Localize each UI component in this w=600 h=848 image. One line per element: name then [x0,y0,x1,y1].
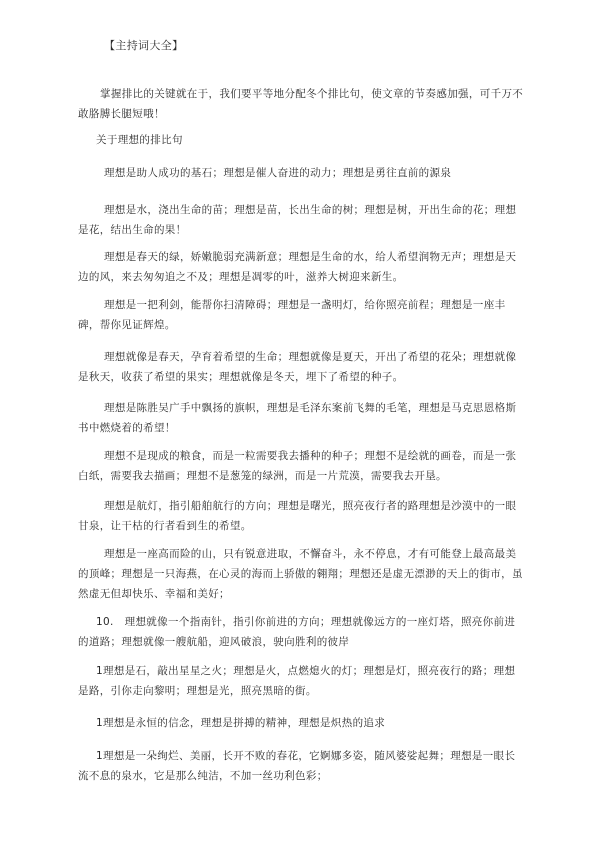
paragraph: 1理想是石，敲出星星之火；理想是火，点燃熄火的灯；理想是灯，照亮夜行的路；理想是路，引你走向黎明；理想是光，照亮黑暗的街。 [78,665,516,697]
paragraph: 理想就像是春天，孕育着希望的生命；理想就像是夏天，开出了希望的花朵；理想就像是秋天，收获了希望的果实；理想就像是冬天，埋下了希望的种子。 [78,351,517,383]
paragraph: 理想是一座高而险的山，只有锐意进取，不懈奋斗，永不停息，才有可能登上最高最美的顶峰；理想是一只海燕，在心灵的海而上骄傲的翱翔；理想还是虚无漂渺的天上的街市，虽然虚无但却快乐、幸福和美好； [78,548,523,600]
paragraph: 1理想是永恒的信念，理想是拼搏的精神，理想是炽热的追求 [96,717,386,729]
paragraph: 理想是一把利剑，能帮你扫清障碍；理想是一盏明灯，给你照亮前程；理想是一座丰碑，帮你见证辉煌。 [78,299,506,331]
paragraph: 1理想是一朵绚烂、美丽，长开不败的春花，它婀娜多姿，随风婆娑起舞；理想是一眼长流不息的泉水，它是那么纯洁，不加一丝功利色彩； [78,750,516,782]
paragraph: 理想是春天的绿，娇嫩脆弱充满新意；理想是生命的水，给人希望润物无声；理想是天边的风，来去匆匆追之不及；理想是凋零的叶，滋养大树迎来新生。 [78,251,517,283]
paragraph: 理想是航灯，指引船舶航行的方向；理想是曙光，照亮夜行者的路理想是沙漠中的一眼甘泉，让干枯的行者看到生的希望。 [78,500,517,532]
intro-paragraph: 掌握排比的关键就在于，我们要平等地分配冬个排比句，使文章的节奏感加强，可千万不敢胳膊长腿短哦！ [78,88,524,120]
paragraph: 理想是陈胜吴广手中飘扬的旗帜，理想是毛泽东案前飞舞的毛笔，理想是马克思恩格斯书中燃烧着的希望！ [78,402,517,434]
doc-title: 【主持词大全】 [104,39,184,52]
section-heading: 关于理想的排比句 [96,134,183,146]
paragraph: 理想是助人成功的基石；理想是催人奋进的动力；理想是勇往直前的源泉 [104,167,452,179]
paragraph: 10. 理想就像一个指南针，指引你前进的方向；理想就像远方的一座灯塔，照亮你前进的道路；理想就像一艘航船，迎风破浪，驶向胜利的彼岸 [78,616,516,648]
paragraph: 理想是水，浇出生命的苗；理想是苗，长出生命的树；理想是树，开出生命的花；理想是花，结出生命的果！ [78,204,517,236]
paragraph: 理想不是现成的粮食，而是一粒需要我去播种的种子；理想不是绘就的画卷，而是一张白纸，需要我去描画；理想不是葱笼的绿洲，而是一片荒漠，需要我去开垦。 [78,450,517,482]
